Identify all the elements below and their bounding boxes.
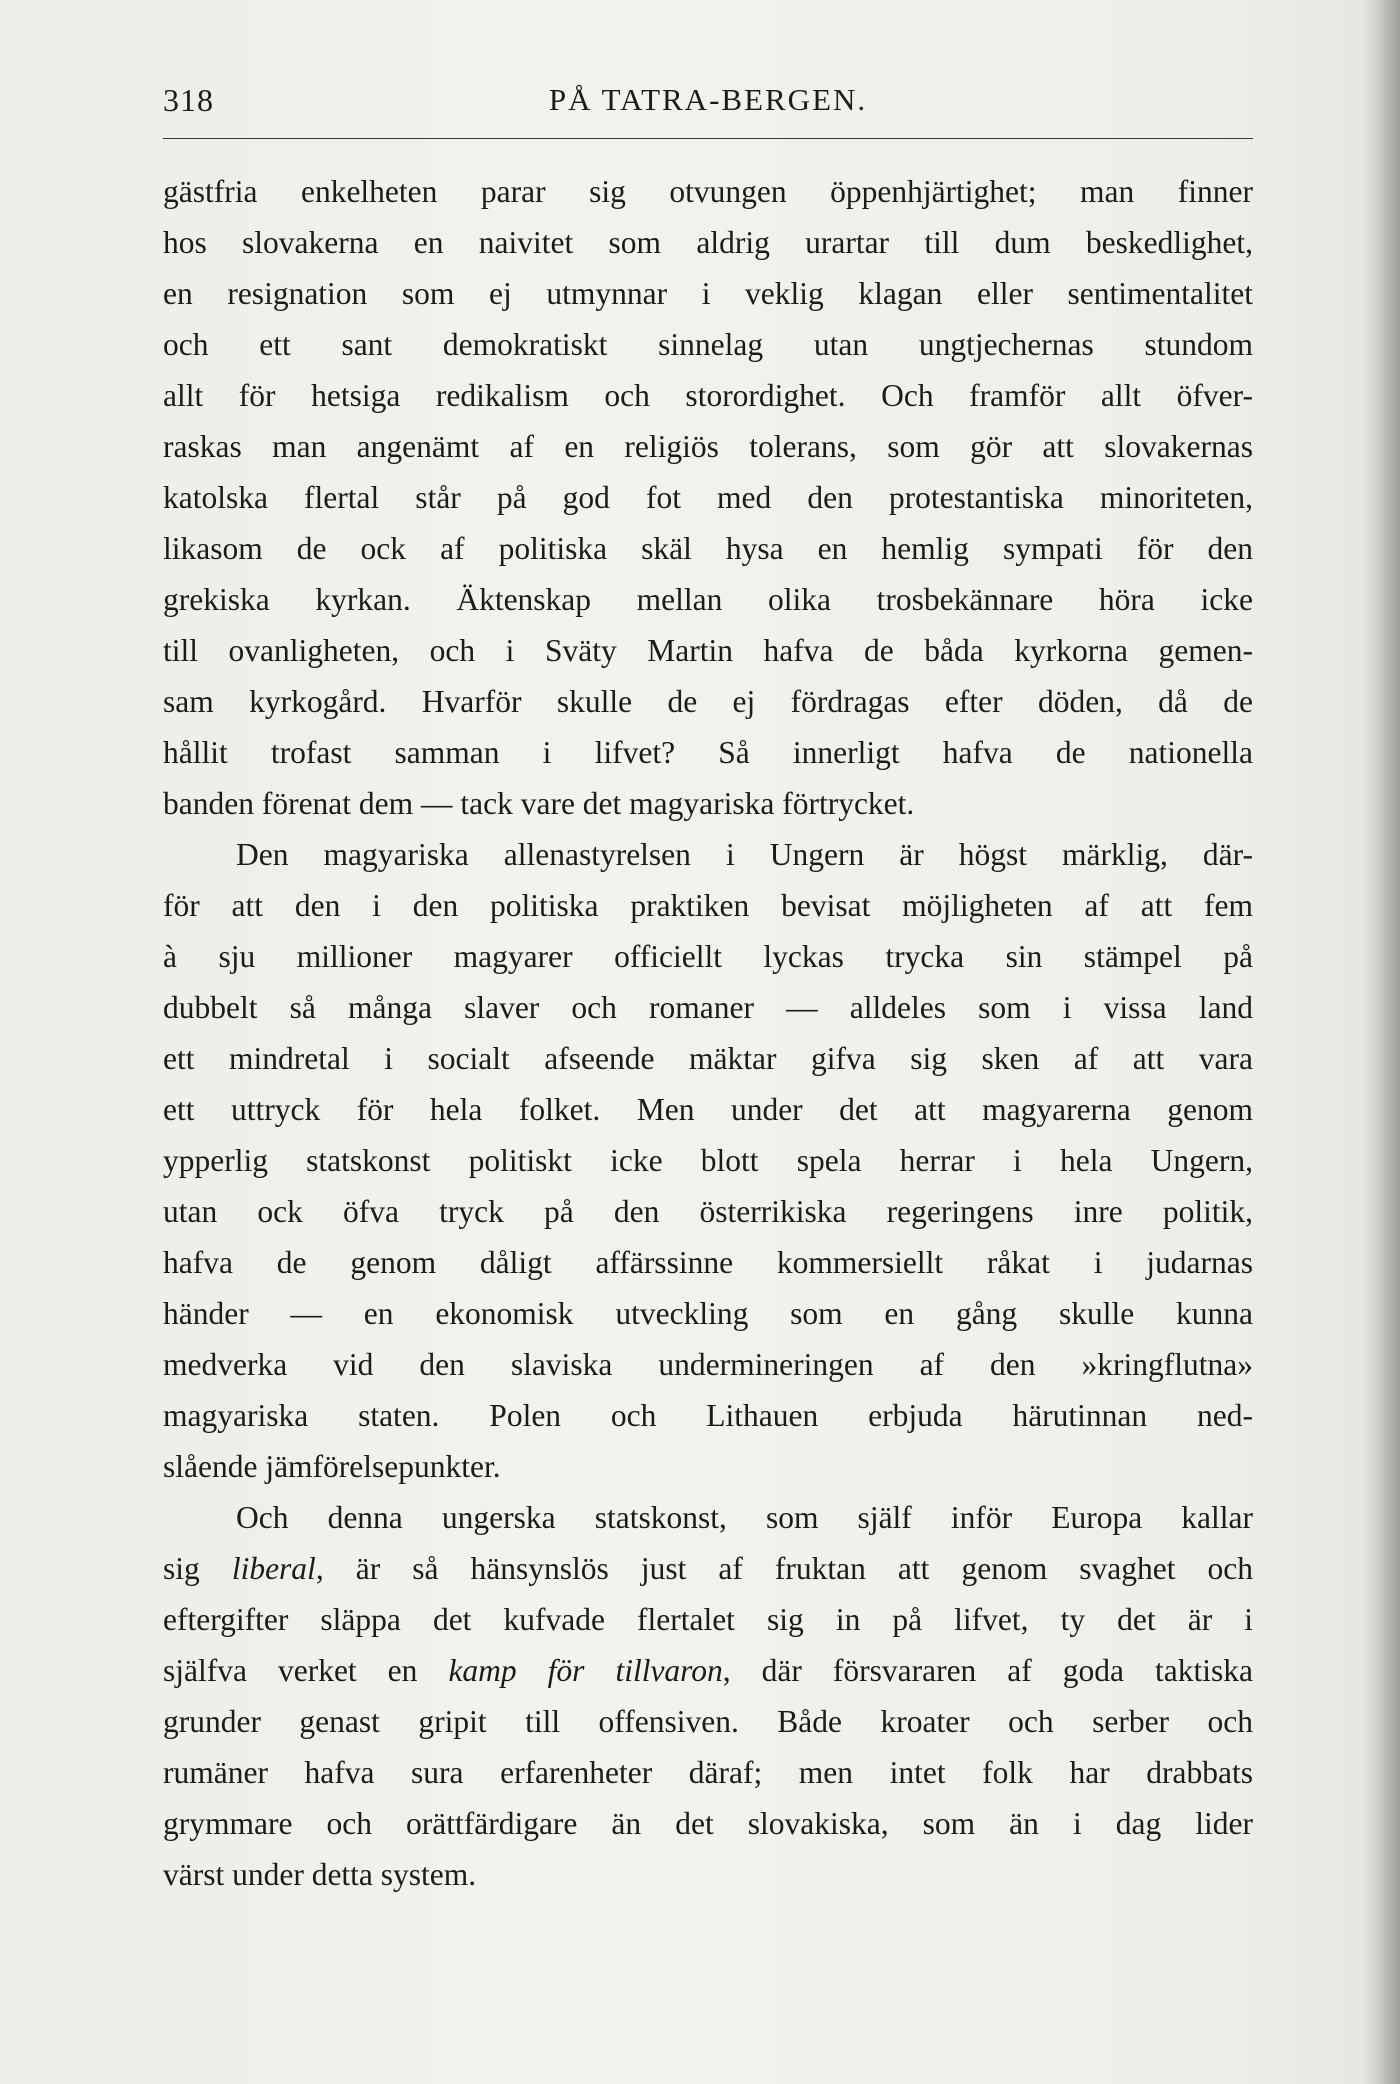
text-line: raskas man angenämt af en religiös tolerans, som gör att slovakernas — [163, 429, 1253, 464]
text-line: allt för hetsiga redikalism och storordighet. Och framför allt öfver- — [163, 378, 1253, 413]
text-line: grekiska kyrkan. Äktenskap mellan olika trosbekännare höra icke — [163, 582, 1253, 617]
text-line: till ovanligheten, och i Sväty Martin hafva de båda kyrkorna gemen- — [163, 633, 1253, 668]
text-line: ypperlig statskonst politiskt icke blott spela herrar i hela Ungern, — [163, 1143, 1253, 1178]
text-line: grymmare och orättfärdigare än det slovakiska, som än i dag lider — [163, 1806, 1253, 1841]
text-line: à sju millioner magyarer officiellt lyckas trycka sin stämpel på — [163, 939, 1253, 974]
text-line: medverka vid den slaviska undermineringen af den »kringflutna» — [163, 1347, 1253, 1382]
page-number: 318 — [163, 82, 214, 118]
text-line: hållit trofast samman i lifvet? Så innerligt hafva de nationella — [163, 735, 1253, 770]
text-line: grunder genast gripit till offensiven. Både kroater och serber och — [163, 1704, 1253, 1739]
text-line: ett uttryck för hela folket. Men under det att magyarerna genom — [163, 1092, 1253, 1127]
italic-term: liberal — [231, 1551, 316, 1586]
text-line: banden förenat dem — tack vare det magyariska förtrycket. — [163, 786, 915, 821]
text-line: magyariska staten. Polen och Lithauen erbjuda härutinnan ned- — [163, 1398, 1253, 1433]
text-line: sam kyrkogård. Hvarför skulle de ej fördragas efter döden, då de — [163, 684, 1253, 719]
text-segment: , är så hänsynslös just af fruktan att genom svaghet och — [315, 1551, 1253, 1586]
text-segment: sig — [163, 1551, 232, 1586]
text-line: katolska flertal står på god fot med den protestantiska minoriteten, — [163, 480, 1253, 515]
text-line: och ett sant demokratiskt sinnelag utan ungtjechernas stundom — [163, 327, 1253, 362]
text-line: en resignation som ej utmynnar i veklig klagan eller sentimentalitet — [163, 276, 1253, 311]
text-line: slående jämförelsepunkter. — [163, 1449, 501, 1484]
text-line: likasom de ock af politiska skäl hysa en hemlig sympati för den — [163, 531, 1253, 566]
text-line: värst under detta system. — [163, 1857, 477, 1892]
text-line: hafva de genom dåligt affärssinne kommersiellt råkat i judarnas — [163, 1245, 1253, 1280]
text-line: dubbelt så många slaver och romaner — alldeles som i vissa land — [163, 990, 1253, 1025]
text-line: ett mindretal i socialt afseende mäktar gifva sig sken af att vara — [163, 1041, 1253, 1076]
text-segment: själfva verket en — [163, 1653, 449, 1688]
text-line: Och denna ungerska statskonst, som själf inför Europa kallar — [236, 1500, 1253, 1535]
text-segment: , där försvararen af goda taktiska — [722, 1653, 1254, 1688]
text-line: hos slovakerna en naivitet som aldrig urartar till dum beskedlighet, — [163, 225, 1253, 260]
text-line: rumäner hafva sura erfarenheter däraf; men intet folk har drabbats — [163, 1755, 1253, 1790]
text-line — [163, 1543, 1253, 1594]
page-header — [163, 78, 1253, 128]
text-line: utan ock öfva tryck på den österrikiska regeringens inre politik, — [163, 1194, 1253, 1229]
italic-term: kamp för tillvaron — [448, 1653, 723, 1688]
text-line: Den magyariska allenastyrelsen i Ungern är högst märklig, där- — [236, 837, 1253, 872]
text-line: eftergifter släppa det kufvade flertalet sig in på lifvet, ty det är i — [163, 1602, 1253, 1637]
running-head: PÅ TATRA-BERGEN. — [548, 82, 868, 117]
header-rule — [163, 138, 1253, 139]
body-text — [163, 166, 1253, 1900]
text-line: händer — en ekonomisk utveckling som en gång skulle kunna — [163, 1296, 1253, 1331]
page-edge-shadow — [1362, 0, 1400, 2084]
text-line: för att den i den politiska praktiken bevisat möjligheten af att fem — [163, 888, 1253, 923]
text-line: gästfria enkelheten parar sig otvungen öppenhjärtighet; man finner — [163, 174, 1253, 209]
text-line — [163, 1645, 1253, 1696]
